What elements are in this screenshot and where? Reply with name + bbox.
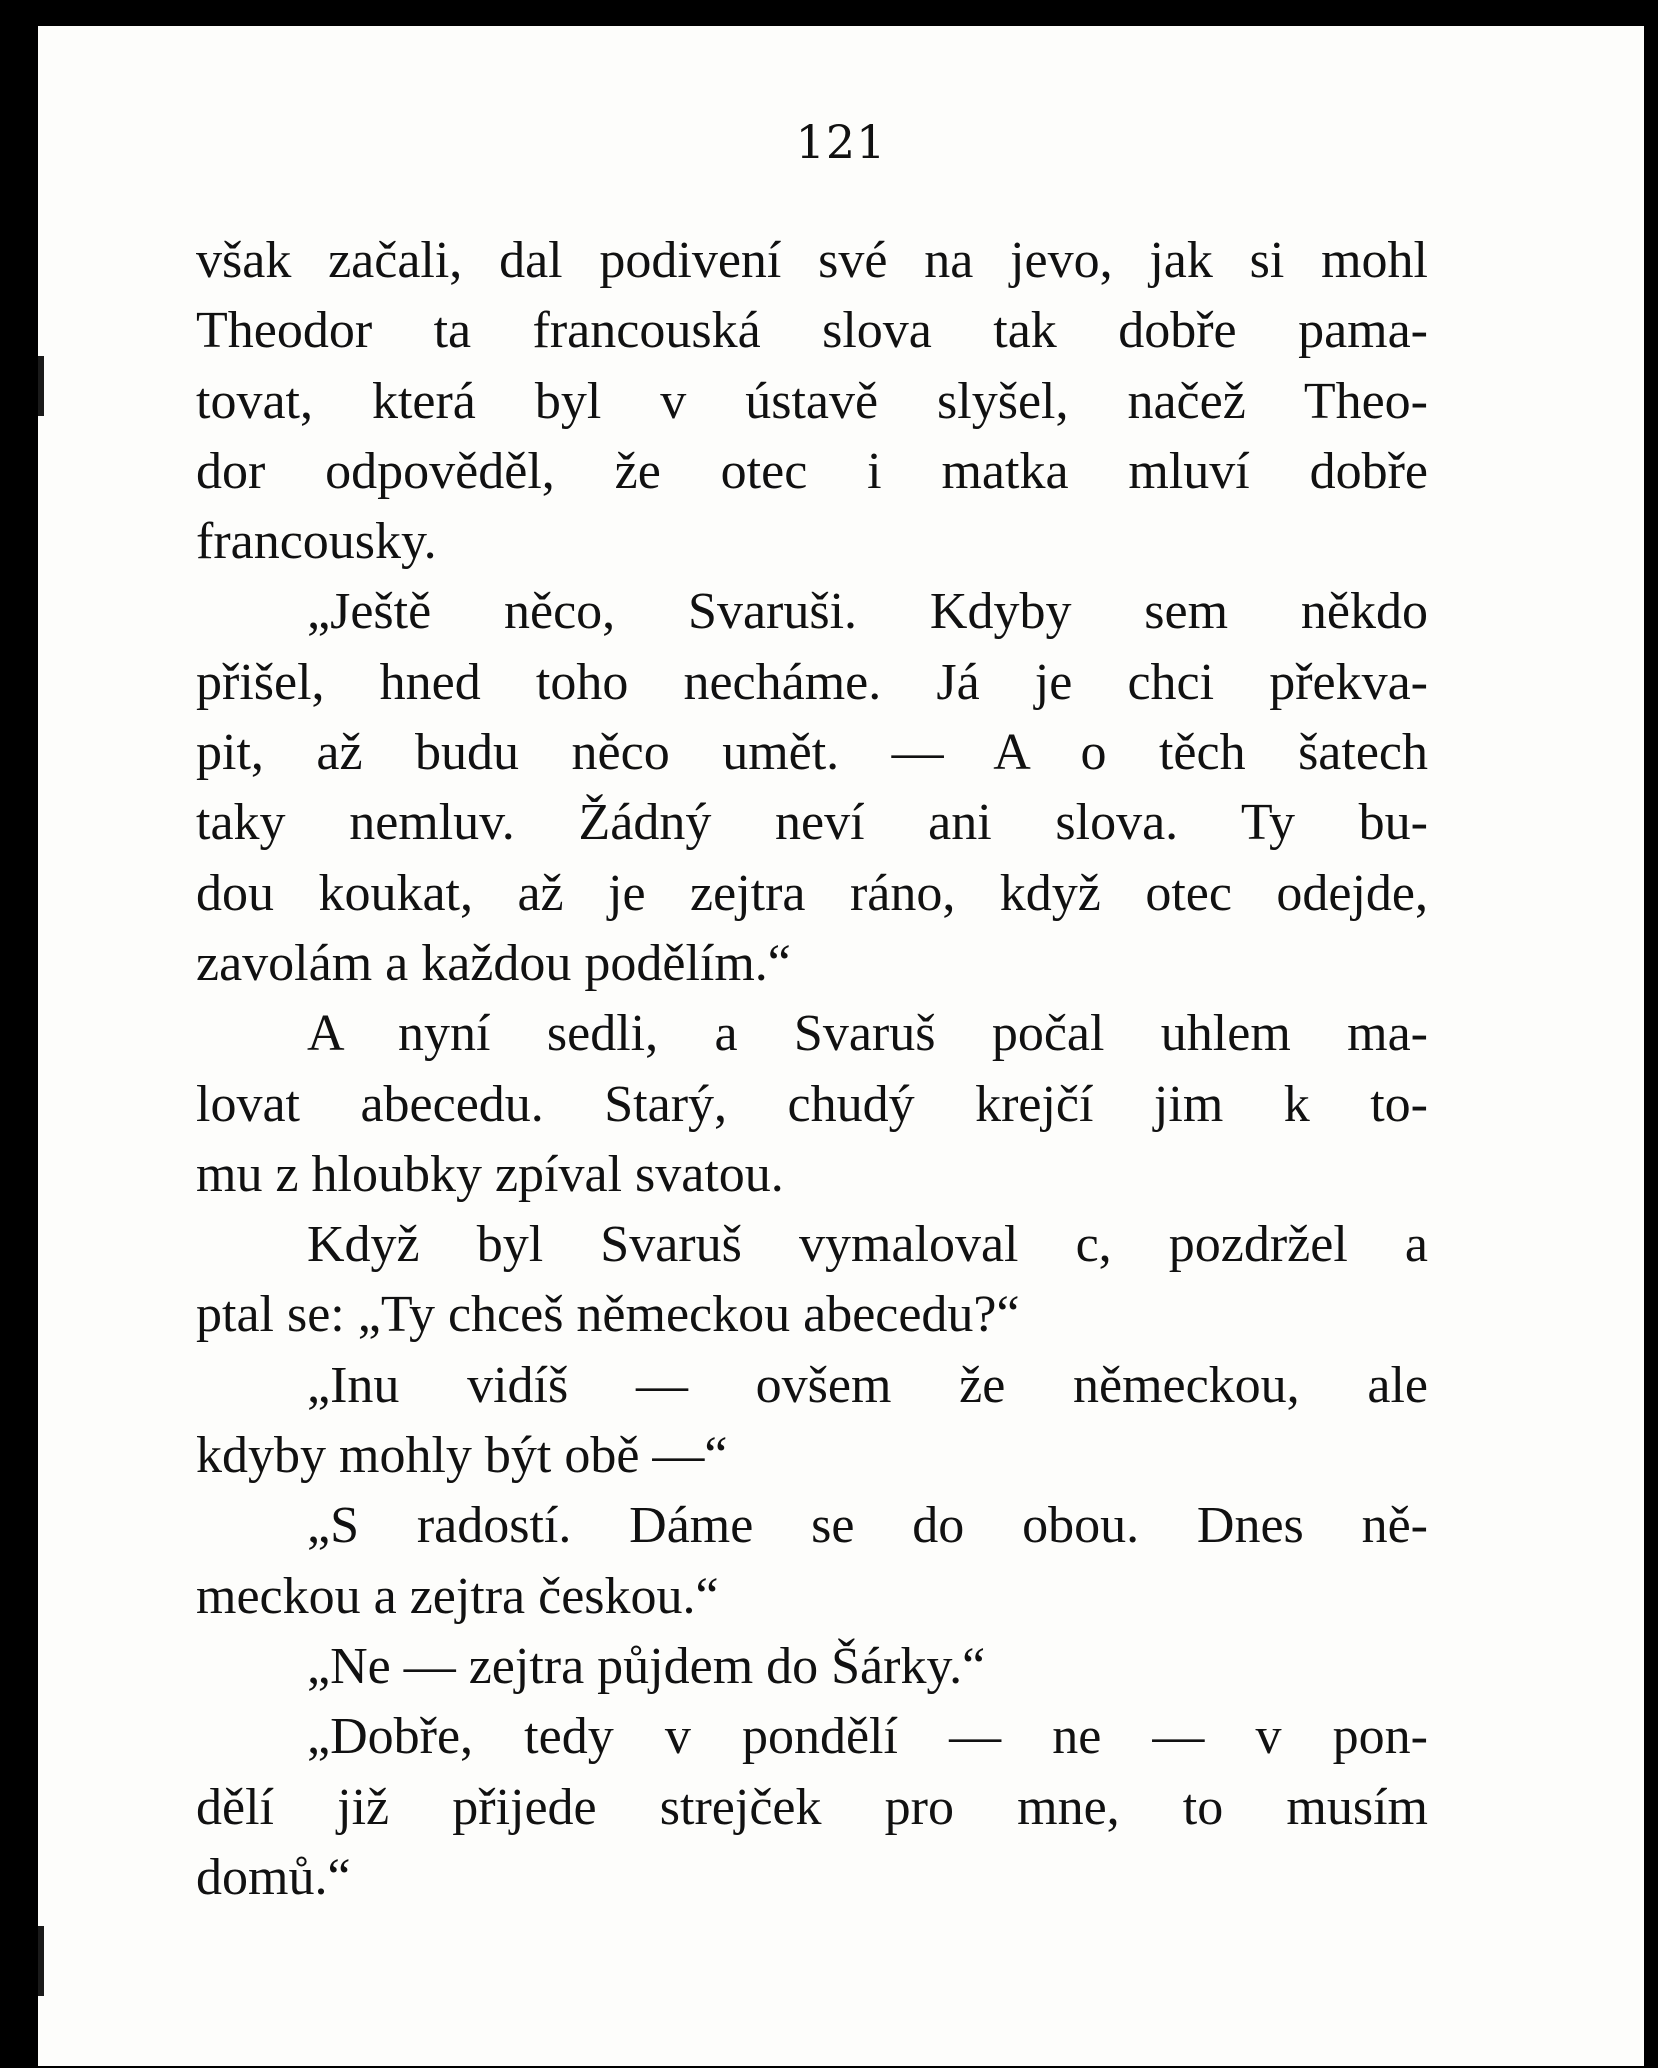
scan-edge-mark: [38, 1926, 44, 1996]
text-line: pit, až budu něco umět. — A o těch šatech: [196, 724, 1428, 782]
text-line: dou koukat, až je zejtra ráno, když otec odejde,: [196, 864, 1428, 922]
body-text: [196, 226, 1428, 1913]
scan-edge-mark: [38, 356, 44, 416]
text-line: Když byl Svaruš vymaloval c, pozdržel a: [307, 1216, 1428, 1274]
text-line: „Ještě něco, Svaruši. Kdyby sem někdo: [307, 583, 1428, 641]
text-line: však začali, dal podivení své na jevo, jak si mohl: [196, 232, 1428, 289]
book-page: [38, 26, 1644, 2066]
text-line: lovat abecedu. Starý, chudý krejčí jim k to-: [196, 1075, 1428, 1133]
text-line: domů.“: [196, 1848, 351, 1906]
text-line: dor odpověděl, že otec i matka mluví dobře: [196, 442, 1428, 500]
text-line: „Inu vidíš — ovšem že německou, ale: [307, 1356, 1428, 1414]
text-line: ptal se: „Ty chceš německou abecedu?“: [196, 1286, 1020, 1344]
text-line: tovat, která byl v ústavě slyšel, načež Theo-: [196, 372, 1428, 430]
text-line: kdyby mohly být obě —“: [196, 1427, 728, 1485]
text-line: „Dobře, tedy v pondělí — ne — v pon-: [307, 1708, 1428, 1766]
page-number: 121: [795, 115, 887, 169]
text-line: meckou a zejtra českou.“: [196, 1567, 719, 1625]
text-line: „Ne — zejtra půjdem do Šárky.“: [307, 1637, 986, 1695]
text-line: zavolám a každou podělím.“: [196, 934, 791, 992]
text-line: mu z hloubky zpíval svatou.: [196, 1145, 784, 1203]
text-line: Theodor ta francouská slova tak dobře pama-: [196, 302, 1428, 360]
text-line: přišel, hned toho necháme. Já je chci překva-: [196, 653, 1428, 711]
text-line: dělí již přijede strejček pro mne, to musím: [196, 1778, 1428, 1836]
text-line: „S radostí. Dáme se do obou. Dnes ně-: [307, 1497, 1428, 1555]
text-line: A nyní sedli, a Svaruš počal uhlem ma-: [307, 1005, 1428, 1063]
text-line: francousky.: [196, 513, 437, 571]
text-line: taky nemluv. Žádný neví ani slova. Ty bu-: [196, 794, 1428, 852]
